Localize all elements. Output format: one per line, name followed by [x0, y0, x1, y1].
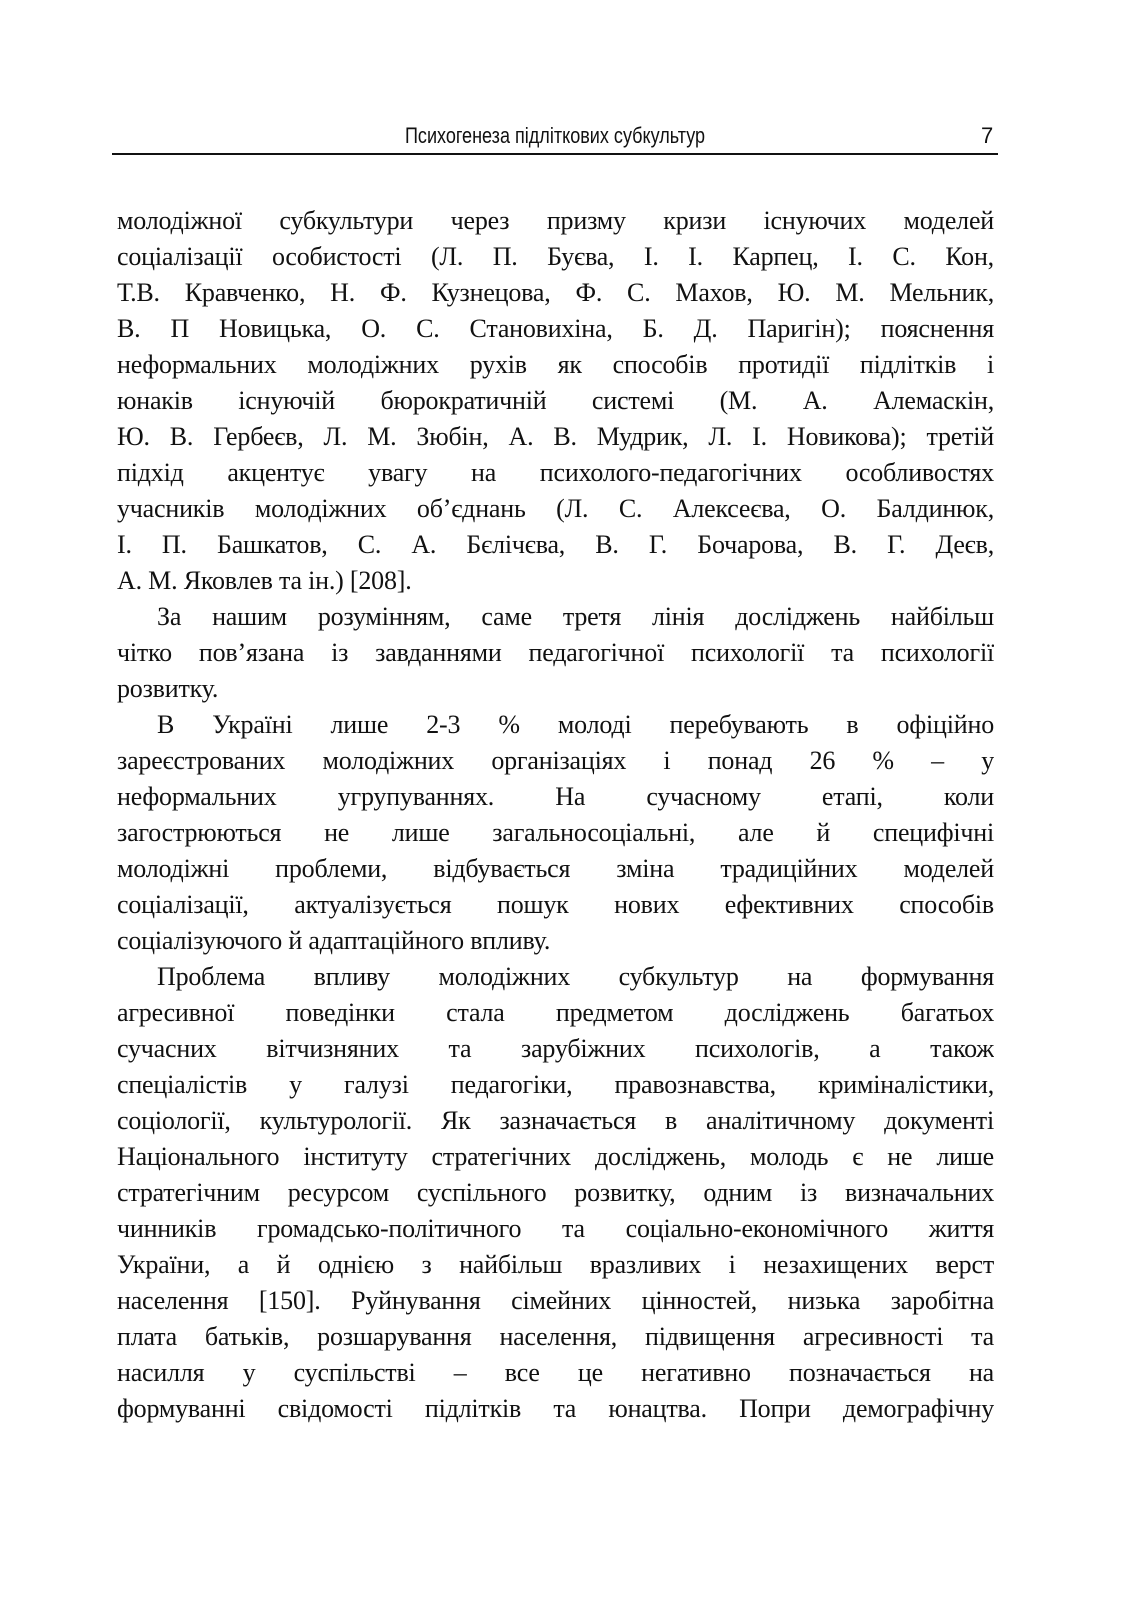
body-text — [117, 203, 994, 1427]
text-line: стратегічним ресурсом суспільного розвитку, одним із визначальних — [117, 1178, 994, 1207]
text-line: чітко пов’язана із завданнями педагогічної психології та психології — [117, 638, 994, 667]
text-line: соціалізації особистості (Л. П. Буєва, І. І. Карпец, І. С. Кон, — [117, 242, 994, 271]
text-line: Т.В. Кравченко, Н. Ф. Кузнецова, Ф. С. Махов, Ю. М. Мельник, — [117, 278, 994, 307]
text-line: насилля у суспільстві – все це негативно позначається на — [117, 1358, 994, 1387]
text-line: молодіжної субкультури через призму кризи існуючих моделей — [117, 206, 994, 235]
paragraph-start-line: В Україні лише 2-3 % молоді перебувають в офіційно — [157, 710, 994, 739]
text-line: агресивної поведінки стала предметом досліджень багатьох — [117, 998, 994, 1027]
text-line: юнаків існуючій бюрократичній системі (М. А. Алемаскін, — [117, 386, 994, 415]
text-line: Ю. В. Гербеєв, Л. М. Зюбін, А. В. Мудрик, Л. І. Новикова); третій — [117, 422, 994, 451]
text-line: формуванні свідомості підлітків та юнацтва. Попри демографічну — [117, 1394, 994, 1423]
text-line: неформальних угрупуваннях. На сучасному етапі, коли — [117, 782, 994, 811]
text-line: неформальних молодіжних рухів як способів протидії підлітків і — [117, 350, 994, 379]
text-line: населення [150]. Руйнування сімейних цінностей, низька заробітна — [117, 1286, 994, 1315]
text-line: молодіжні проблеми, відбувається зміна традиційних моделей — [117, 854, 994, 883]
text-line: чинників громадсько-політичного та соціально-економічного життя — [117, 1214, 994, 1243]
paragraph-start-line: Проблема впливу молодіжних субкультур на формування — [157, 962, 994, 991]
text-line: сучасних вітчизняних та зарубіжних психологів, а також — [117, 1034, 994, 1063]
text-line: України, а й однією з найбільш вразливих і незахищених верст — [117, 1250, 994, 1279]
text-line: Національного інституту стратегічних досліджень, молодь є не лише — [117, 1142, 994, 1171]
text-line: соціалізуючого й адаптаційного впливу. — [117, 926, 551, 955]
page-number: 7 — [981, 123, 994, 148]
paragraph-start-line: За нашим розумінням, саме третя лінія досліджень найбільш — [157, 602, 994, 631]
text-line: підхід акцентує увагу на психолого-педагогічних особливостях — [117, 458, 994, 487]
text-line: соціології, культурології. Як зазначається в аналітичному документі — [117, 1106, 994, 1135]
text-line: зареєстрованих молодіжних організаціях і понад 26 % – у — [117, 746, 994, 775]
header-rule — [112, 153, 998, 155]
text-line: загострюються не лише загальносоціальні, але й специфічні — [117, 818, 994, 847]
text-line: В. П Новицька, О. С. Становихіна, Б. Д. Паригін); пояснення — [117, 314, 994, 343]
text-line: І. П. Башкатов, С. А. Бєлічєва, В. Г. Бочарова, В. Г. Деєв, — [117, 530, 994, 559]
text-line: розвитку. — [117, 674, 219, 703]
text-line: учасників молодіжних об’єднань (Л. С. Алексеєва, О. Балдинюк, — [117, 494, 994, 523]
text-line: спеціалістів у галузі педагогіки, правознавства, криміналістики, — [117, 1070, 994, 1099]
text-line: А. М. Яковлев та ін.) [208]. — [117, 566, 412, 595]
text-line: плата батьків, розшарування населення, підвищення агресивності та — [117, 1322, 994, 1351]
running-header-title: Психогенеза підліткових субкультур — [404, 123, 706, 148]
text-line: соціалізації, актуалізується пошук нових ефективних способів — [117, 890, 994, 919]
